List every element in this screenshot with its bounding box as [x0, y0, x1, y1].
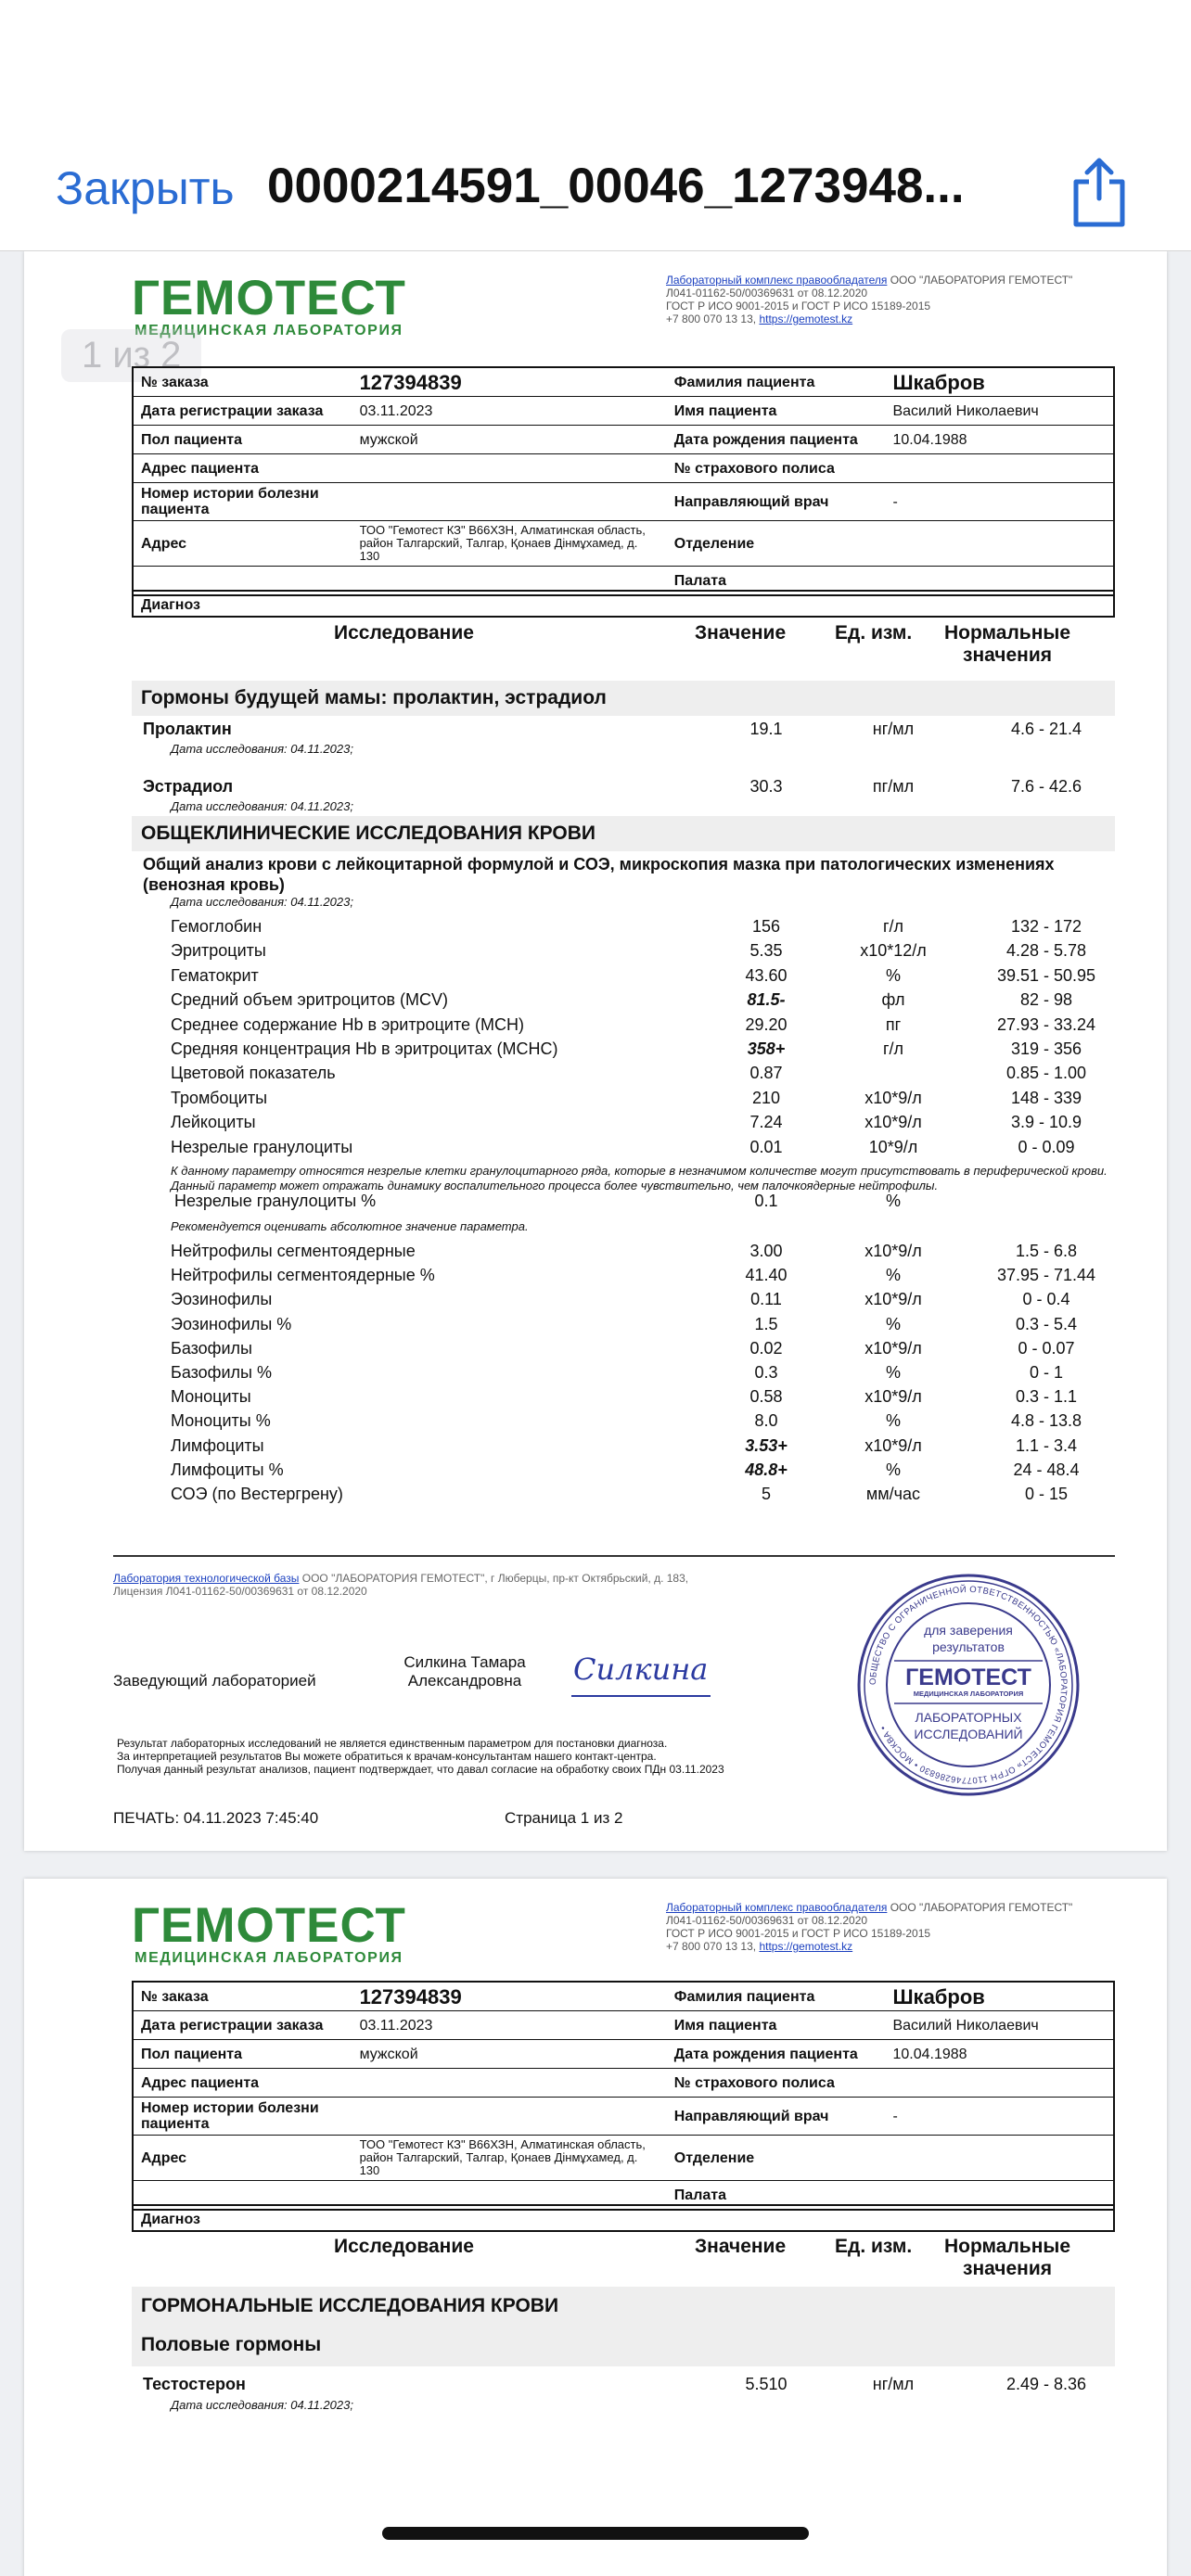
viewer-toolbar	[0, 0, 1191, 251]
patient-lastname: Шкабров	[885, 367, 1114, 397]
col-norm: Нормальные значения	[943, 622, 1071, 666]
svg-text:ЛАБОРАТОРНЫХ: ЛАБОРАТОРНЫХ	[915, 1710, 1022, 1725]
page-indicator: 1 из 2	[61, 329, 201, 382]
result-norm: 0.3 - 1.1	[1015, 1387, 1078, 1407]
result-value: 81.5-	[747, 990, 786, 1010]
gemotest-logo-p2: ГЕМОТЕСТ МЕДИЦИНСКАЯ ЛАБОРАТОРИЯ	[132, 1898, 406, 1966]
result-value: 0.3	[754, 1363, 778, 1382]
close-button[interactable]: Закрыть	[56, 162, 235, 214]
license-info-p2: Лабораторный комплекс правообладателя ООО "ЛАБОРАТОРИЯ ГЕМОТЕСТ" Л041-01162-50/00369631 от 08.12.2020 ГОСТ Р ИСО 9001-2015 и ГОСТ Р ИСО 15189-2015 +7 800 070 13 13, https://gemotest.kz	[666, 1901, 1073, 1953]
result-norm: 27.93 - 33.24	[996, 1014, 1096, 1034]
test-norm: 7.6 - 42.6	[1010, 777, 1082, 796]
result-unit: x10*9/л	[864, 1113, 922, 1132]
test-date: Дата исследования: 04.11.2023;	[171, 742, 353, 756]
disclaimer: Результат лабораторных исследований не является единственным параметром для постановки диагноза. За интерпретацией результатов Вы можете обратиться к врачам-консультантам нашего контакт-центра. Получая данный результат анализов, пациент подтверждает, что давал согласие на обработку своих ПДн 03.11.2023	[117, 1737, 724, 1776]
cbc-date: Дата исследования: 04.11.2023;	[171, 895, 353, 909]
result-norm: 1.5 - 6.8	[1015, 1242, 1078, 1260]
result-norm: 132 - 172	[1010, 917, 1082, 936]
result-value: 41.40	[745, 1266, 788, 1285]
result-norm: 0 - 0.09	[1018, 1137, 1075, 1156]
col-value-p2: Значение	[695, 2236, 787, 2257]
result-value: 0.11	[750, 1290, 782, 1309]
document-viewer[interactable]	[0, 251, 1191, 2576]
result-unit: x10*9/л	[864, 1290, 922, 1309]
section-hormones-mother: Гормоны будущей мамы: пролактин, эстрадиол	[132, 681, 1115, 716]
result-unit: г/л	[882, 917, 904, 936]
signature-line	[571, 1695, 711, 1697]
result-name: Незрелые гранулоциты	[171, 1137, 353, 1156]
result-unit: x10*9/л	[864, 1338, 922, 1358]
result-name: Незрелые гранулоциты %	[174, 1192, 377, 1210]
license-link-p2[interactable]: Лабораторный комплекс правообладателя	[666, 1901, 888, 1914]
result-name: Эозинофилы %	[171, 1314, 292, 1333]
tech-base-link[interactable]: Лаборатория технологической базы	[113, 1572, 300, 1585]
signature-image: Силкина	[573, 1651, 709, 1687]
share-icon[interactable]	[1067, 156, 1132, 230]
result-norm: 39.51 - 50.95	[996, 965, 1096, 985]
document-page-2	[24, 1879, 1167, 2576]
result-norm: 0 - 0.07	[1018, 1338, 1075, 1358]
result-name: СОЭ (по Вестергрену)	[171, 1485, 343, 1503]
result-name: Эритроциты	[171, 941, 266, 961]
test-date: Дата исследования: 04.11.2023;	[171, 2398, 353, 2412]
test-value: 19.1	[749, 720, 783, 738]
col-unit-p2: Ед. изм.	[835, 2236, 913, 2257]
result-unit: x10*9/л	[864, 1435, 922, 1455]
test-unit: пг/мл	[872, 777, 915, 796]
test-name: Эстрадиол	[143, 777, 234, 796]
section-hormonal: ГОРМОНАЛЬНЫЕ ИССЛЕДОВАНИЯ КРОВИ Половые гормоны	[132, 2287, 1115, 2366]
result-name: Эозинофилы	[171, 1290, 273, 1309]
website-link-p2[interactable]: https://gemotest.kz	[759, 1940, 853, 1953]
result-name: Тромбоциты	[171, 1088, 268, 1107]
result-unit: г/л	[882, 1039, 904, 1058]
result-value: 43.60	[745, 965, 788, 985]
result-unit: x10*9/л	[864, 1387, 922, 1407]
gemotest-logo: ГЕМОТЕСТ МЕДИЦИНСКАЯ ЛАБОРАТОРИЯ	[132, 271, 406, 338]
result-value: 0.1	[754, 1192, 778, 1210]
col-norm-p2: Нормальные значения	[943, 2236, 1071, 2279]
note-absolute-value: Рекомендуется оценивать абсолютное значение параметра.	[171, 1219, 529, 1233]
result-unit: %	[885, 1314, 901, 1333]
patient-info-table-p2: № заказа 127394839 Фамилия пациента Шкабров Дата регистрации заказа 03.11.2023 Имя пациента Василий Николаевич Пол пациента мужской Дата рождения пациента 10.04.1988 Адрес пациента № страхового полиса Номер истории болезни пациента Направляющий врач - Адрес ТОО "Гемотест КЗ" В66ХЗН, Алматинская область, район Талгарский, Талгар, Қонаев Дінмұхамед, д. 130 Отделение Палата	[132, 1981, 1115, 2211]
result-name: Нейтрофилы сегментоядерные	[171, 1242, 416, 1260]
result-name: Гемоглобин	[171, 917, 263, 936]
result-name: Лейкоциты	[171, 1113, 256, 1132]
result-norm: 148 - 339	[1010, 1088, 1082, 1107]
home-indicator[interactable]	[382, 2527, 809, 2540]
footer-divider	[113, 1555, 1115, 1557]
result-value: 358+	[747, 1039, 786, 1058]
col-study: Исследование	[334, 622, 474, 644]
print-timestamp: ПЕЧАТЬ: 04.11.2023 7:45:40	[113, 1809, 319, 1827]
result-name: Моноциты	[171, 1387, 251, 1407]
test-date: Дата исследования: 04.11.2023;	[171, 799, 353, 813]
license-info: Лабораторный комплекс правообладателя ООО "ЛАБОРАТОРИЯ ГЕМОТЕСТ" Л041-01162-50/00369631 от 08.12.2020 ГОСТ Р ИСО 9001-2015 и ГОСТ Р ИСО 15189-2015 +7 800 070 13 13, https://gemotest.kz	[666, 274, 1073, 325]
diagnosis-row: Диагноз	[132, 590, 1115, 618]
result-name: Цветовой показатель	[171, 1064, 336, 1083]
result-unit: фл	[881, 990, 905, 1010]
test-value: 30.3	[749, 777, 783, 796]
test-name: Тестостерон	[143, 2375, 246, 2393]
result-name: Моноциты %	[171, 1411, 271, 1431]
col-value: Значение	[695, 622, 787, 644]
result-unit: x10*9/л	[864, 1242, 922, 1260]
result-norm: 82 - 98	[1019, 990, 1073, 1010]
result-value: 7.24	[749, 1113, 783, 1132]
result-value: 3.53+	[745, 1435, 788, 1455]
svg-text:ОБЩЕСТВО С ОГРАНИЧЕННОЙ ОТВЕТС: ОБЩЕСТВО С ОГРАНИЧЕННОЙ ОТВЕТСТВЕННОСТЬЮ «ЛАБОРАТОРИЯ ГЕМОТЕСТ» ОГРН 1107746286830 • МОСКВА •	[867, 1584, 1069, 1786]
result-unit: %	[885, 1363, 901, 1382]
lab-head-name: Силкина Тамара Александровна	[403, 1653, 526, 1690]
diagnosis-row-p2: Диагноз	[132, 2204, 1115, 2232]
result-name: Средний объем эритроцитов (MCV)	[171, 990, 449, 1010]
result-norm: 24 - 48.4	[1013, 1460, 1080, 1479]
result-unit: x10*9/л	[864, 1088, 922, 1107]
result-unit: %	[885, 1192, 901, 1210]
result-norm: 1.1 - 3.4	[1015, 1435, 1078, 1455]
result-value: 8.0	[754, 1411, 778, 1431]
test-norm: 4.6 - 21.4	[1010, 720, 1082, 738]
result-norm: 0 - 0.4	[1022, 1290, 1070, 1309]
result-name: Средняя концентрация Hb в эритроцитах (MCHC)	[171, 1039, 558, 1058]
test-value: 5.510	[745, 2375, 788, 2393]
result-unit: x10*12/л	[860, 941, 927, 961]
result-value: 0.87	[749, 1064, 783, 1083]
result-value: 156	[751, 917, 781, 936]
result-value: 0.01	[749, 1137, 783, 1156]
result-value: 5.35	[749, 941, 783, 961]
cbc-title: Общий анализ крови с лейкоцитарной формулой и СОЭ, микроскопия мазка при патологических изменениях (венозная кровь)	[143, 855, 1055, 894]
result-norm: 0.85 - 1.00	[1005, 1064, 1087, 1083]
col-study-p2: Исследование	[334, 2236, 474, 2257]
section-blood-general: ОБЩЕКЛИНИЧЕСКИЕ ИССЛЕДОВАНИЯ КРОВИ	[132, 816, 1115, 851]
document-page-1	[24, 251, 1167, 1851]
result-name: Лимфоциты	[171, 1435, 264, 1455]
lab-seal-stamp	[855, 1572, 1082, 1798]
result-unit: мм/час	[865, 1485, 921, 1503]
result-name: Среднее содержание Hb в эритроците (MCH)	[171, 1014, 524, 1034]
result-name: Базофилы %	[171, 1363, 272, 1382]
tech-base-info: Лаборатория технологической базы ООО "ЛАБОРАТОРИЯ ГЕМОТЕСТ", г Люберцы, пр-кт Октябрьский, д. 183, Лицензия Л041-01162-50/00369631 от 08.12.2020	[113, 1572, 689, 1598]
result-norm: 37.95 - 71.44	[996, 1266, 1096, 1285]
result-norm: 0 - 15	[1024, 1485, 1069, 1503]
result-norm: 0.3 - 5.4	[1015, 1314, 1078, 1333]
result-norm: 3.9 - 10.9	[1010, 1113, 1082, 1132]
result-norm: 319 - 356	[1010, 1039, 1082, 1058]
note-immature-granulocytes: К данному параметру относятся незрелые клетки гранулоцитарного ряда, которые в незначимом количестве могут присутствовать в периферической крови. Данный параметр может отражать динамику воспалительного процесса более чувствительно, чем палочкоядерные нейтрофилы.	[171, 1164, 1108, 1192]
result-unit: %	[885, 965, 901, 985]
page-number: Страница 1 из 2	[505, 1809, 623, 1827]
svg-text:для заверения: для заверения	[924, 1623, 1013, 1638]
result-unit: %	[885, 1411, 901, 1431]
result-name: Базофилы	[171, 1338, 252, 1358]
document-title: 0000214591_00046_1273948...	[267, 159, 965, 213]
result-value: 1.5	[754, 1314, 778, 1333]
result-value: 5	[761, 1485, 771, 1503]
test-name: Пролактин	[143, 720, 232, 738]
patient-info-table: № заказа 127394839 Фамилия пациента Шкабров Дата регистрации заказа 03.11.2023 Имя пациента Василий Николаевич Пол пациента мужской Дата рождения пациента 10.04.1988 Адрес пациента № страхового полиса Номер истории болезни пациента Направляющий врач - Адрес ТОО "Гемотест КЗ" В66ХЗН, Алматинская область, район Талгарский, Талгар, Қонаев Дінмұхамед, д. 130 Отделение Палата	[132, 366, 1115, 596]
result-unit: пг	[885, 1014, 902, 1034]
svg-text:ГЕМОТЕСТ: ГЕМОТЕСТ	[905, 1664, 1031, 1690]
result-unit: 10*9/л	[868, 1137, 918, 1156]
order-number: 127394839	[352, 367, 667, 397]
result-unit: %	[885, 1460, 901, 1479]
result-unit: %	[885, 1266, 901, 1285]
result-value: 29.20	[745, 1014, 788, 1034]
result-name: Нейтрофилы сегментоядерные %	[171, 1266, 435, 1285]
svg-text:результатов: результатов	[932, 1639, 1005, 1654]
test-unit: нг/мл	[872, 2375, 915, 2393]
result-norm: 4.8 - 13.8	[1010, 1411, 1082, 1431]
svg-text:ИССЛЕДОВАНИЙ: ИССЛЕДОВАНИЙ	[914, 1727, 1023, 1741]
license-link[interactable]: Лабораторный комплекс правообладателя	[666, 274, 888, 287]
result-name: Гематокрит	[171, 965, 259, 985]
website-link[interactable]: https://gemotest.kz	[759, 312, 853, 325]
result-name: Лимфоциты %	[171, 1460, 284, 1479]
result-norm: 0 - 1	[1029, 1363, 1064, 1382]
lab-head-label: Заведующий лабораторией	[113, 1672, 316, 1690]
result-value: 210	[751, 1088, 781, 1107]
test-unit: нг/мл	[872, 720, 915, 738]
col-unit: Ед. изм.	[835, 622, 913, 644]
svg-text:МЕДИЦИНСКАЯ ЛАБОРАТОРИЯ: МЕДИЦИНСКАЯ ЛАБОРАТОРИЯ	[913, 1690, 1024, 1698]
result-norm: 4.28 - 5.78	[1005, 941, 1087, 961]
result-value: 48.8+	[745, 1460, 788, 1479]
result-value: 3.00	[749, 1242, 783, 1260]
result-value: 0.02	[749, 1338, 783, 1358]
result-value: 0.58	[749, 1387, 783, 1407]
test-norm: 2.49 - 8.36	[1005, 2375, 1087, 2393]
